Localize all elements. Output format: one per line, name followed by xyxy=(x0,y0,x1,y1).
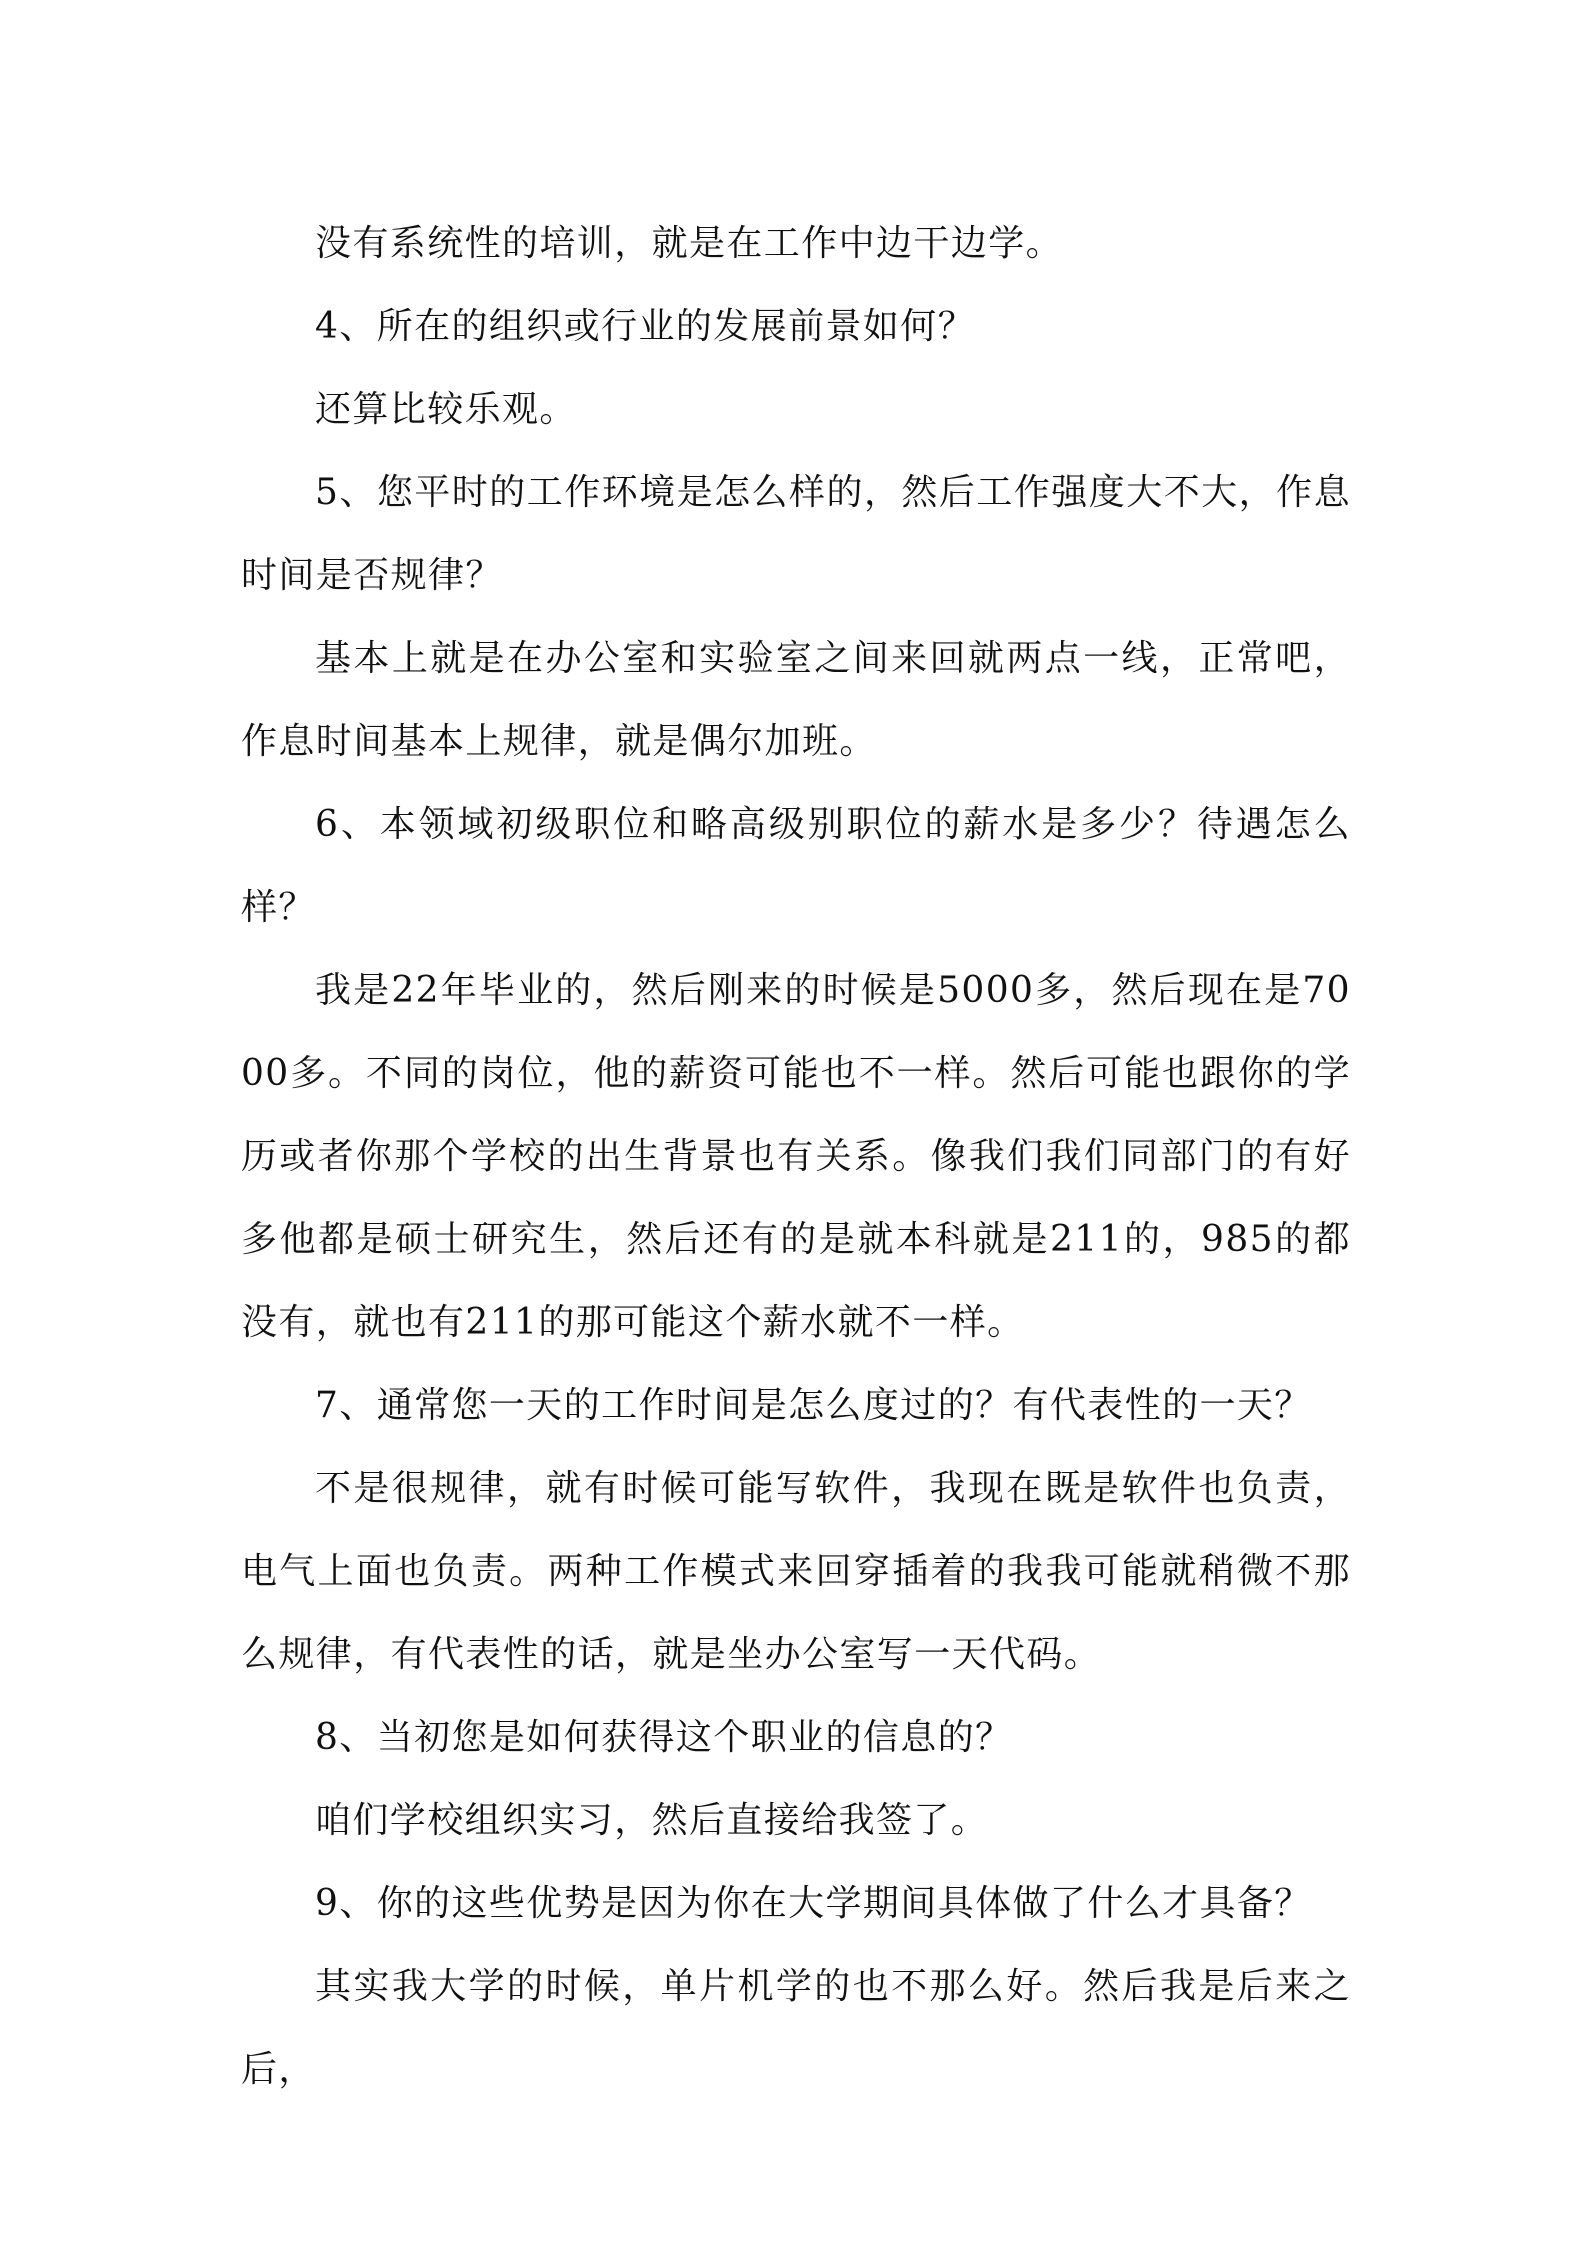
question-7: 7、通常您一天的工作时间是怎么度过的？有代表性的一天？ xyxy=(315,1385,1312,1426)
answer-6: 我是22年毕业的，然后刚来的时候是5000多，然后现在是7000多。不同的岗位，他的薪资可能也不一样。然后可能也跟你的学历或者你那个学校的出生背景也有关系。像我们我们同部门的有好多他都是硕士研究生，然后还有的是就本科就是211的，985的都没有，就也有211的那可能这个薪水就不一样。 xyxy=(241,970,1351,1343)
question-9: 9、你的这些优势是因为你在大学期间具体做了什么才具备？ xyxy=(315,1883,1312,1924)
answer-5: 基本上就是在办公室和实验室之间来回就两点一线，正常吧，作息时间基本上规律，就是偶尔加班。 xyxy=(241,638,1351,762)
document-body xyxy=(241,202,1351,2111)
question-6: 6、本领域初级职位和略高级别职位的薪水是多少？待遇怎么样？ xyxy=(241,804,1351,928)
answer-4: 还算比较乐观。 xyxy=(315,389,577,430)
answer-7: 不是很规律，就有时候可能写软件，我现在既是软件也负责，电气上面也负责。两种工作模式来回穿插着的我我可能就稍微不那么规律，有代表性的话，就是坐办公室写一天代码。 xyxy=(241,1468,1351,1675)
paragraph-continuation-training: 没有系统性的培训，就是在工作中边干边学。 xyxy=(315,223,1064,264)
question-5: 5、您平时的工作环境是怎么样的，然后工作强度大不大，作息时间是否规律？ xyxy=(241,472,1351,596)
question-4: 4、所在的组织或行业的发展前景如何？ xyxy=(315,306,976,347)
answer-9: 其实我大学的时候，单片机学的也不那么好。然后我是后来之后， xyxy=(241,1966,1351,2090)
answer-8: 咱们学校组织实习，然后直接给我签了。 xyxy=(315,1800,989,1841)
question-8: 8、当初您是如何获得这个职业的信息的？ xyxy=(315,1717,1013,1758)
